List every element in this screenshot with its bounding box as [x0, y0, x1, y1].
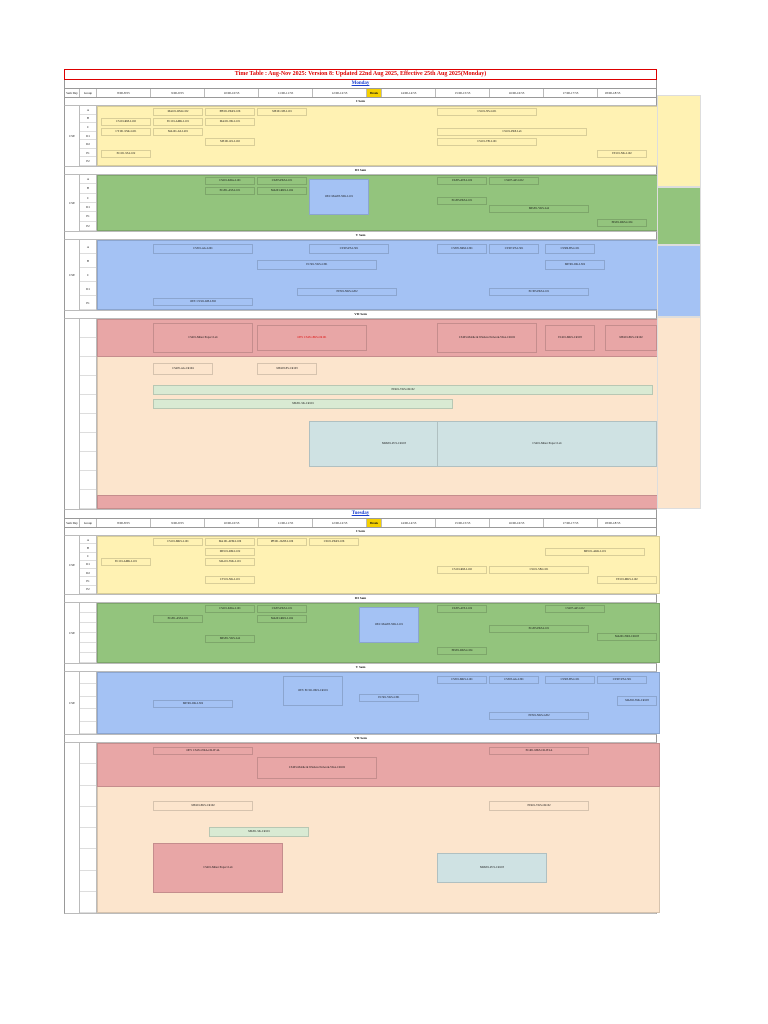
- semester-label: I Sem: [64, 98, 657, 106]
- section-column: [80, 603, 97, 663]
- section-label: E1: [80, 296, 96, 310]
- class-cell[interactable]: CS101-MKS-L101: [153, 538, 203, 546]
- class-cell[interactable]: CS401-Minor Project Lab: [437, 421, 657, 467]
- class-cell[interactable]: CS101-RM-L102: [101, 118, 151, 126]
- section-label: B: [80, 184, 96, 193]
- time-slot: 18:00-18:55: [604, 91, 621, 95]
- class-cell[interactable]: CS101-NS-L101: [437, 108, 537, 116]
- group-label: CSE: [65, 603, 80, 663]
- semester-label: V Sem: [64, 664, 657, 672]
- day-header-tuesday: Tuesday: [64, 510, 657, 518]
- class-cell[interactable]: CS203-PKS-L101: [257, 177, 307, 185]
- class-cell[interactable]: MA101-NK-L101: [205, 118, 255, 126]
- time-slot: 10:00-10:55: [205, 89, 259, 97]
- class-cell[interactable]: CS101-VB-L101: [437, 138, 537, 146]
- class-cell[interactable]: MA101-SSK-L101: [205, 558, 255, 566]
- section-label: E1: [80, 149, 96, 158]
- class-cell[interactable]: PH101-PKP-L106: [205, 108, 255, 116]
- class-cell[interactable]: EC301-VKS-L301: [257, 260, 377, 270]
- group-label: CSE: [65, 672, 80, 734]
- tuesday-sem5-block: [64, 672, 657, 735]
- class-cell[interactable]: CS201-KDA-L101: [205, 605, 255, 613]
- section-column: A B C D1 D2 E1 E2: [80, 536, 97, 594]
- class-cell[interactable]: EC203-PKS-L101: [489, 625, 589, 633]
- break-slot: Break: [367, 519, 382, 527]
- class-cell[interactable]: EC203-PKS-L101: [437, 197, 487, 205]
- class-cell[interactable]: MS201-SK-CR101: [153, 399, 453, 409]
- open-elective-cell[interactable]: OE2: MA205-SSK-L101: [359, 607, 419, 643]
- class-cell[interactable]: CY101-SSK-L101: [101, 128, 151, 136]
- class-cell[interactable]: CS301-AG-L201: [153, 244, 253, 254]
- sem-day-header: Sem Day: [65, 519, 80, 527]
- class-cell[interactable]: ME101-KS-L102: [205, 138, 255, 146]
- section-column: [80, 319, 97, 509]
- section-label: C: [80, 268, 96, 282]
- class-cell[interactable]: MA201-RKS-L104: [257, 187, 307, 195]
- section-label: D1: [80, 282, 96, 296]
- class-cell[interactable]: EE201-RKS-L104: [597, 219, 647, 227]
- break-slot: Break: [367, 89, 382, 97]
- sidebar-band-sem1: [657, 95, 701, 187]
- class-cell[interactable]: CY101-NK-L101: [205, 576, 255, 584]
- group-label: CSE: [65, 106, 80, 166]
- class-cell[interactable]: CS305-SRM-L301: [437, 244, 487, 254]
- class-cell[interactable]: CS309-BS-L101: [545, 244, 595, 254]
- class-cell[interactable]: ME101-SB-L101: [257, 108, 307, 116]
- group-label: [65, 743, 80, 913]
- sem7-bottom-band: [97, 495, 660, 509]
- section-column: [80, 743, 97, 913]
- class-cell[interactable]: CS307-PS-L301: [489, 244, 539, 254]
- class-cell[interactable]: ME201-VKS-Lab: [205, 635, 255, 643]
- class-cell[interactable]: CS403-Mobile & Wireless Network-VKA-CR102: [437, 323, 537, 353]
- time-header-row: [64, 518, 657, 528]
- class-cell[interactable]: EC101-SS-L102: [101, 150, 151, 158]
- time-slot: 14:00-14:55: [382, 89, 436, 97]
- class-cell[interactable]: PH101-JANE-L106: [257, 538, 307, 546]
- class-cell[interactable]: ME201-VKS-Lab: [489, 205, 589, 213]
- class-cell[interactable]: CS207-AP-L102: [545, 605, 605, 613]
- right-sidebar: [657, 95, 701, 509]
- time-slot: 16:00-16:55: [490, 519, 544, 527]
- tuesday-sem1-block: [64, 536, 657, 595]
- semester-label: VII Sem: [64, 735, 657, 743]
- section-label: A: [80, 240, 96, 254]
- section-label: E1: [80, 212, 96, 221]
- section-column: [80, 106, 97, 166]
- class-cell[interactable]: CS403-Mobile & Wireless Network-VKA-CR102: [257, 757, 377, 779]
- group-label: CSE: [65, 175, 80, 231]
- time-slot: 11:00-11:55: [259, 519, 313, 527]
- tuesday-sem3-block: [64, 603, 657, 664]
- class-cell[interactable]: MS201-SK-CR101: [209, 827, 309, 837]
- class-cell[interactable]: OE3: CS321-KB-L302: [153, 298, 253, 306]
- section-label: A: [80, 175, 96, 184]
- class-cell[interactable]: CS101-PKP-Lab: [437, 128, 587, 136]
- class-cell[interactable]: ME401-PKS-CR102: [605, 325, 657, 351]
- time-slot: 8:00-8:55: [97, 89, 151, 97]
- class-cell[interactable]: EC303-PKS-L101: [489, 288, 589, 296]
- monday-sem7-grid: [97, 319, 656, 509]
- time-slot: 17:00-17:55: [544, 89, 598, 97]
- class-cell[interactable]: CS307-PS-L301: [597, 676, 647, 684]
- class-cell[interactable]: OE5: CS431-PKS-CR101: [257, 325, 367, 351]
- semester-label: V Sem: [64, 232, 657, 240]
- section-label: D1: [80, 132, 96, 141]
- monday-sem7-block: [64, 319, 657, 510]
- class-cell[interactable]: EE201-RKS-L104: [437, 647, 487, 655]
- class-cell[interactable]: MM201-PCS-CR103: [309, 421, 479, 467]
- time-slot: 16:00-16:55: [490, 89, 544, 97]
- section-label: C: [80, 123, 96, 132]
- class-cell[interactable]: CS305-BS-L101: [545, 676, 595, 684]
- section-column: [80, 672, 97, 734]
- tuesday-sem7-grid: [97, 743, 656, 913]
- class-cell[interactable]: CS203-PKS-L101: [257, 605, 307, 613]
- group-label: CSE: [65, 536, 80, 594]
- open-elective-cell[interactable]: OE3: EC321-NKS-CR101: [283, 676, 343, 706]
- class-cell[interactable]: ME301-DK-L302: [545, 260, 605, 270]
- group-label: [65, 319, 80, 509]
- time-slot: 9:00-9:55: [151, 89, 205, 97]
- section-label: B: [80, 115, 96, 124]
- class-cell[interactable]: ME401-PKS-CR102: [153, 801, 253, 811]
- semester-label: I Sem: [64, 528, 657, 536]
- class-cell[interactable]: MA101-ATM-L106: [205, 538, 255, 546]
- class-cell[interactable]: CS401-Minor Project Lab: [153, 323, 253, 353]
- sem-day-header: Sem Day: [65, 89, 80, 97]
- group-header: Group: [80, 89, 97, 97]
- class-cell[interactable]: MM201-PCS-CR103: [437, 853, 547, 883]
- class-cell[interactable]: ME101-AKK-L101: [545, 548, 645, 556]
- open-elective-cell[interactable]: OE2: MA205-SSK-L101: [309, 179, 369, 215]
- class-cell[interactable]: CS201-KDA-L101: [205, 177, 255, 185]
- time-slot: 15:00-15:55: [436, 89, 490, 97]
- time-header-row: [64, 88, 657, 98]
- class-cell[interactable]: ME403-PS-CR103: [257, 363, 317, 375]
- section-label: D1: [80, 203, 96, 212]
- tuesday-sem3-grid: [97, 603, 656, 663]
- timetable-title: Time Table : Aug-Nov 2025: Version 8: Updated 22nd Aug 2025, Effective 25th Aug 2025(Monday): [64, 69, 657, 80]
- time-slot: 18:00-18:55: [604, 521, 621, 525]
- timetable-sheet: [64, 69, 657, 914]
- tuesday-sem1-grid: [97, 536, 656, 594]
- class-cell[interactable]: CS101-PKP-L106: [309, 538, 359, 546]
- class-cell[interactable]: CS205-ATS-L102: [437, 605, 487, 613]
- sidebar-band-sem7: [657, 317, 701, 509]
- class-cell[interactable]: EC301-VKS-L301: [359, 694, 419, 702]
- monday-sem5-block: [64, 240, 657, 311]
- time-slot: 15:00-15:55: [436, 519, 490, 527]
- semester-label: III Sem: [64, 167, 657, 175]
- class-cell[interactable]: CS207-AP-L102: [489, 177, 539, 185]
- class-cell[interactable]: CS405-AG-CR104: [153, 363, 213, 375]
- monday-sem1-grid: [97, 106, 656, 166]
- sidebar-band-sem5: [657, 245, 701, 317]
- sidebar-band-sem3: [657, 187, 701, 245]
- class-cell[interactable]: CS303-PS-L301: [309, 244, 389, 254]
- semester-label: III Sem: [64, 595, 657, 603]
- class-cell[interactable]: EC201-ASS-L101: [153, 615, 203, 623]
- class-cell[interactable]: OE5: CS431-NKA-CR-IF-IA: [153, 747, 253, 755]
- class-cell[interactable]: EE301-NKS-L202: [489, 712, 589, 720]
- class-cell[interactable]: CS205-ATS-L102: [437, 177, 487, 185]
- section-column: [80, 175, 97, 231]
- class-cell[interactable]: MA302-SSK-CR103: [617, 696, 657, 706]
- class-cell[interactable]: MA101-RM-L102: [153, 108, 203, 116]
- monday-sem5-grid: [97, 240, 656, 310]
- class-cell[interactable]: EC401-MKS-CR-IF-IA: [489, 747, 589, 755]
- monday-sem3-block: [64, 175, 657, 232]
- class-cell[interactable]: EE101-NK-L102: [597, 150, 647, 158]
- group-header: Group: [80, 519, 97, 527]
- class-cell[interactable]: EE301-NKS-L202: [297, 288, 397, 296]
- section-label: C: [80, 194, 96, 203]
- section-label: D2: [80, 140, 96, 149]
- monday-sem3-grid: [97, 175, 656, 231]
- section-label: B: [80, 254, 96, 268]
- time-slot: 10:00-10:55: [205, 519, 259, 527]
- tuesday-sem7-block: [64, 743, 657, 914]
- class-cell[interactable]: MA201-NKS-CR103: [597, 633, 657, 641]
- section-label: A: [80, 106, 96, 115]
- section-label: E2: [80, 157, 96, 166]
- time-slot: 12:00-12:55: [313, 519, 367, 527]
- class-cell[interactable]: EC201-ASS-L101: [205, 187, 255, 195]
- class-cell[interactable]: MA101-AS-L201: [153, 128, 203, 136]
- class-cell[interactable]: EE401-VKS-CR102: [489, 801, 589, 811]
- class-cell[interactable]: EC101-AMK-L101: [101, 558, 151, 566]
- time-slot: 8:00-8:55: [97, 519, 151, 527]
- class-cell[interactable]: CS101-RM-L102: [437, 566, 487, 574]
- class-cell[interactable]: EE401-VKS-CR102: [153, 385, 653, 395]
- group-label: CSE: [65, 240, 80, 310]
- sem3-background: [97, 175, 660, 231]
- time-slot: 14:00-14:55: [382, 519, 436, 527]
- semester-label: VII Sem: [64, 311, 657, 319]
- day-header-monday: Monday: [64, 80, 657, 88]
- class-cell[interactable]: EC101-AMK-L101: [153, 118, 203, 126]
- tuesday-sem5-grid: [97, 672, 656, 734]
- section-label: E2: [80, 222, 96, 231]
- monday-sem1-block: [64, 106, 657, 167]
- class-cell[interactable]: CS101-SB-L101: [489, 566, 589, 574]
- time-slot: 17:00-17:55: [544, 519, 598, 527]
- class-cell[interactable]: EC401-MKS-CR103: [545, 325, 595, 351]
- section-column: [80, 240, 97, 310]
- class-cell[interactable]: ME301-DK-L302: [153, 700, 233, 708]
- class-cell[interactable]: CS301-MKS-L101: [437, 676, 487, 684]
- class-cell[interactable]: MA201-RKS-L104: [257, 615, 307, 623]
- class-cell[interactable]: ME101-RM-L102: [205, 548, 255, 556]
- time-slot: 9:00-9:55: [151, 519, 205, 527]
- class-cell[interactable]: CS303-AG-L301: [489, 676, 539, 684]
- class-cell[interactable]: EE101-MKS-L102: [597, 576, 657, 584]
- time-slot: 11:00-11:55: [259, 89, 313, 97]
- class-cell[interactable]: CS401-Minor Project Lab: [153, 843, 283, 893]
- time-slot: 12:00-12:55: [313, 89, 367, 97]
